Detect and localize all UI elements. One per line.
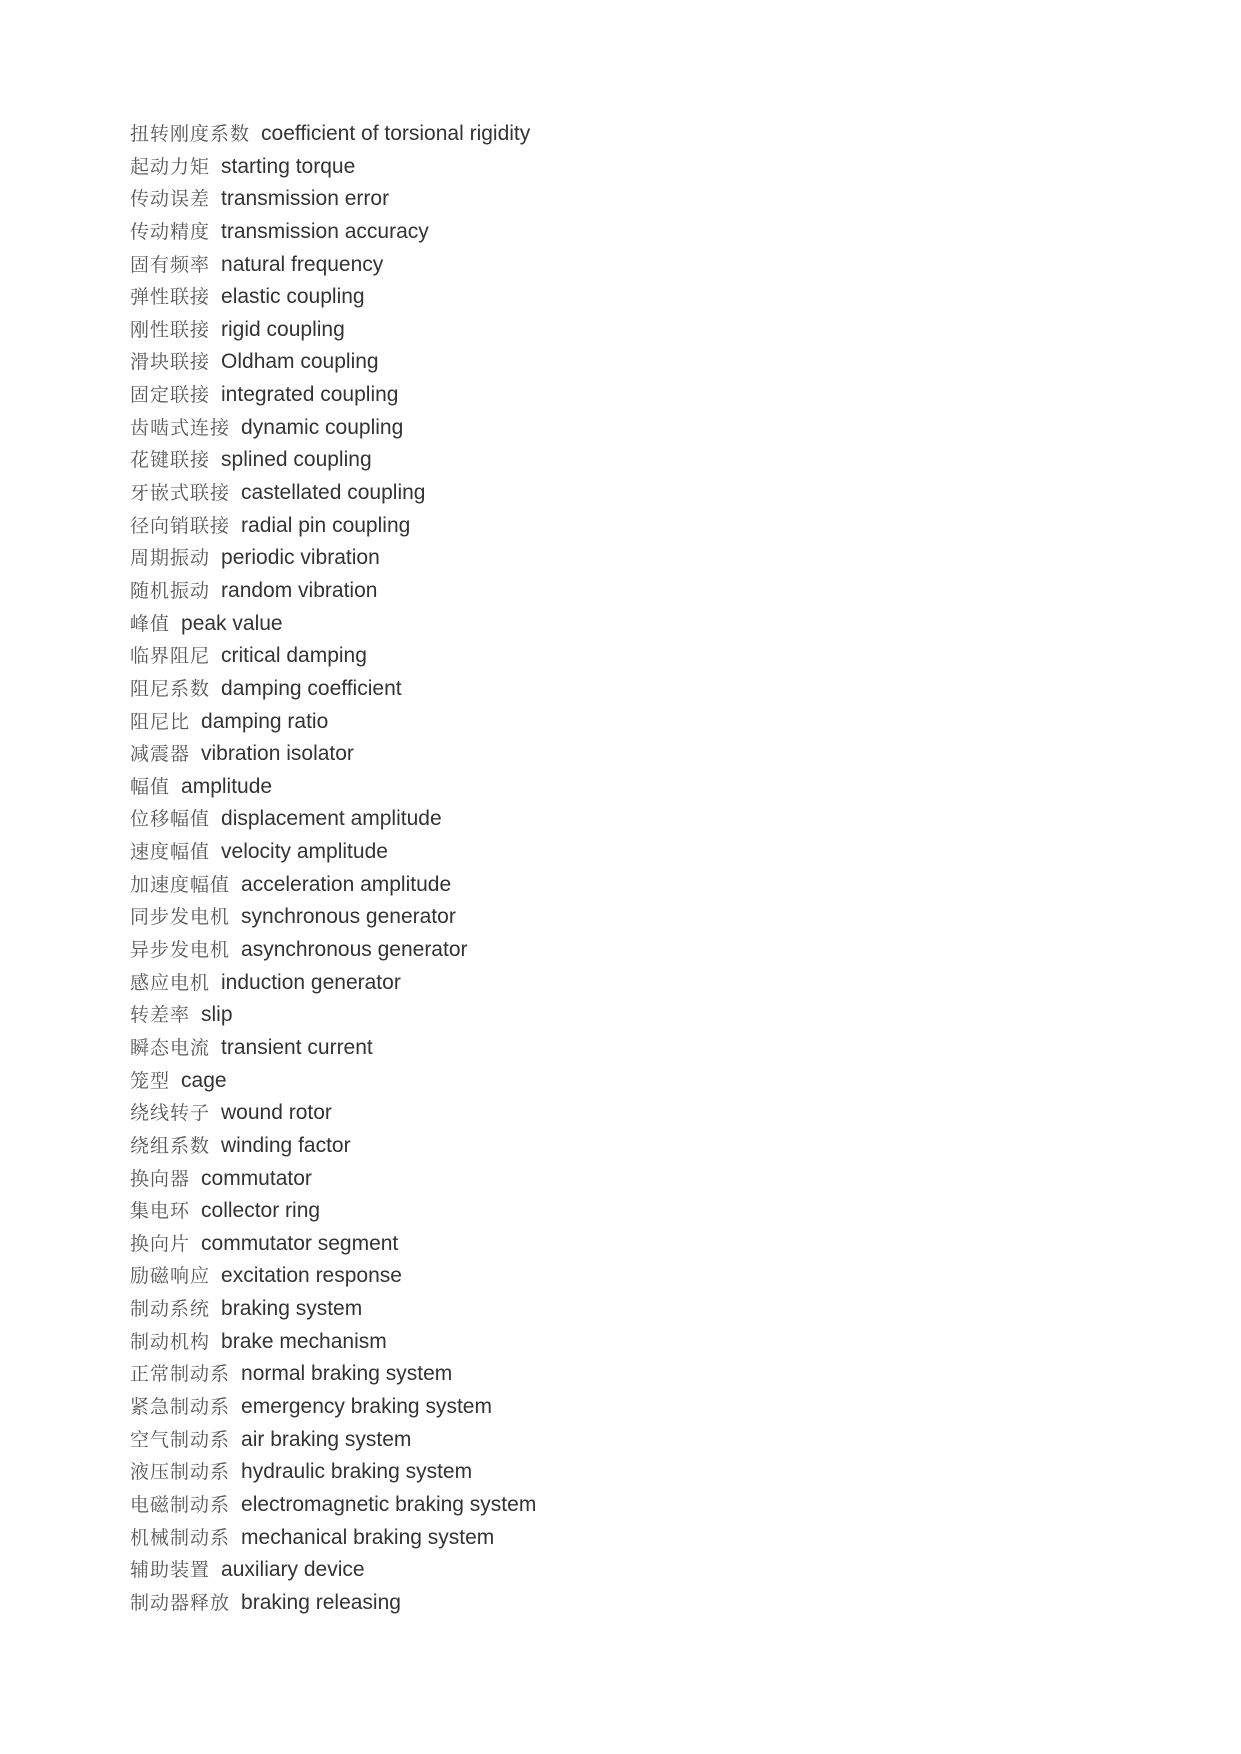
- english-term: critical damping: [221, 644, 367, 668]
- english-term: dynamic coupling: [241, 415, 404, 439]
- chinese-term: 转差率: [130, 1004, 191, 1027]
- chinese-term: 绕线转子: [130, 1102, 211, 1125]
- glossary-entry: [130, 445, 536, 478]
- chinese-term: 换向器: [130, 1167, 191, 1190]
- chinese-term: 花键联接: [130, 449, 211, 472]
- chinese-term: 固有频率: [130, 253, 211, 276]
- glossary-entry: [130, 184, 536, 217]
- chinese-term: 速度幅值: [130, 841, 211, 864]
- english-term: electromagnetic braking system: [241, 1492, 537, 1516]
- glossary-entry: [130, 1196, 536, 1229]
- english-term: transmission error: [221, 187, 390, 211]
- glossary-entry: [130, 1457, 536, 1490]
- english-term: commutator: [201, 1166, 312, 1190]
- english-term: random vibration: [221, 578, 378, 602]
- chinese-term: 滑块联接: [130, 351, 211, 374]
- chinese-term: 减震器: [130, 743, 191, 766]
- glossary-entry: [130, 478, 536, 511]
- glossary-entry: [130, 1098, 536, 1131]
- english-term: amplitude: [181, 774, 273, 798]
- chinese-term: 齿啮式连接: [130, 416, 231, 439]
- english-term: braking releasing: [241, 1590, 401, 1614]
- chinese-term: 刚性联接: [130, 318, 211, 341]
- english-term: emergency braking system: [241, 1394, 492, 1418]
- chinese-term: 液压制动系: [130, 1461, 231, 1484]
- english-term: brake mechanism: [221, 1329, 387, 1353]
- chinese-term: 随机振动: [130, 579, 211, 602]
- glossary-entry: [130, 347, 536, 380]
- chinese-term: 制动系统: [130, 1298, 211, 1321]
- chinese-term: 电磁制动系: [130, 1493, 231, 1516]
- chinese-term: 空气制动系: [130, 1428, 231, 1451]
- glossary-entry: [130, 1000, 536, 1033]
- english-term: hydraulic braking system: [241, 1460, 473, 1484]
- glossary-entry: [130, 1164, 536, 1197]
- english-term: splined coupling: [221, 448, 372, 472]
- glossary-list: [130, 119, 536, 1620]
- chinese-term: 起动力矩: [130, 155, 211, 178]
- english-term: damping ratio: [201, 709, 329, 733]
- glossary-entry: [130, 739, 536, 772]
- glossary-entry: [130, 119, 536, 152]
- english-term: asynchronous generator: [241, 938, 468, 962]
- glossary-entry: [130, 1261, 536, 1294]
- english-term: cage: [181, 1068, 227, 1092]
- english-term: normal braking system: [241, 1362, 453, 1386]
- glossary-entry: [130, 968, 536, 1001]
- english-term: induction generator: [221, 970, 401, 994]
- chinese-term: 峰值: [130, 612, 171, 635]
- glossary-entry: [130, 315, 536, 348]
- chinese-term: 位移幅值: [130, 808, 211, 831]
- glossary-entry: [130, 1294, 536, 1327]
- chinese-term: 牙嵌式联接: [130, 482, 231, 505]
- glossary-entry: [130, 1523, 536, 1556]
- english-term: velocity amplitude: [221, 840, 388, 864]
- english-term: transmission accuracy: [221, 219, 429, 243]
- glossary-entry: [130, 217, 536, 250]
- glossary-entry: [130, 1229, 536, 1262]
- english-term: Oldham coupling: [221, 350, 379, 374]
- english-term: periodic vibration: [221, 546, 380, 570]
- glossary-entry: [130, 250, 536, 283]
- chinese-term: 机械制动系: [130, 1526, 231, 1549]
- english-term: commutator segment: [201, 1231, 399, 1255]
- english-term: winding factor: [221, 1133, 351, 1157]
- glossary-entry: [130, 870, 536, 903]
- english-term: radial pin coupling: [241, 513, 411, 537]
- chinese-term: 绕组系数: [130, 1134, 211, 1157]
- english-term: excitation response: [221, 1264, 402, 1288]
- glossary-entry: [130, 1131, 536, 1164]
- chinese-term: 幅值: [130, 775, 171, 798]
- english-term: mechanical braking system: [241, 1525, 495, 1549]
- chinese-term: 传动精度: [130, 220, 211, 243]
- english-term: natural frequency: [221, 252, 384, 276]
- english-term: elastic coupling: [221, 285, 365, 309]
- chinese-term: 集电环: [130, 1200, 191, 1223]
- chinese-term: 固定联接: [130, 384, 211, 407]
- english-term: starting torque: [221, 154, 356, 178]
- chinese-term: 紧急制动系: [130, 1395, 231, 1418]
- english-term: rigid coupling: [221, 317, 345, 341]
- english-term: peak value: [181, 611, 283, 635]
- chinese-term: 正常制动系: [130, 1363, 231, 1386]
- glossary-entry: [130, 1555, 536, 1588]
- english-term: auxiliary device: [221, 1558, 365, 1582]
- english-term: air braking system: [241, 1427, 412, 1451]
- english-term: damping coefficient: [221, 676, 402, 700]
- chinese-term: 异步发电机: [130, 939, 231, 962]
- chinese-term: 加速度幅值: [130, 873, 231, 896]
- english-term: braking system: [221, 1297, 363, 1321]
- chinese-term: 制动器释放: [130, 1591, 231, 1614]
- glossary-entry: [130, 641, 536, 674]
- chinese-term: 感应电机: [130, 971, 211, 994]
- english-term: acceleration amplitude: [241, 872, 452, 896]
- glossary-entry: [130, 576, 536, 609]
- chinese-term: 瞬态电流: [130, 1036, 211, 1059]
- chinese-term: 辅助装置: [130, 1559, 211, 1582]
- chinese-term: 临界阻尼: [130, 645, 211, 668]
- english-term: synchronous generator: [241, 905, 456, 929]
- chinese-term: 弹性联接: [130, 286, 211, 309]
- english-term: collector ring: [201, 1199, 321, 1223]
- chinese-term: 同步发电机: [130, 906, 231, 929]
- glossary-entry: [130, 1327, 536, 1360]
- glossary-entry: [130, 282, 536, 315]
- chinese-term: 周期振动: [130, 547, 211, 570]
- glossary-entry: [130, 511, 536, 544]
- glossary-entry: [130, 1359, 536, 1392]
- glossary-entry: [130, 1066, 536, 1099]
- glossary-entry: [130, 413, 536, 446]
- glossary-entry: [130, 1392, 536, 1425]
- glossary-entry: [130, 707, 536, 740]
- glossary-entry: [130, 1425, 536, 1458]
- chinese-term: 制动机构: [130, 1330, 211, 1353]
- english-term: wound rotor: [221, 1101, 332, 1125]
- glossary-entry: [130, 837, 536, 870]
- chinese-term: 励磁响应: [130, 1265, 211, 1288]
- english-term: slip: [201, 1003, 233, 1027]
- glossary-entry: [130, 1588, 536, 1621]
- chinese-term: 阻尼系数: [130, 677, 211, 700]
- chinese-term: 扭转刚度系数: [130, 123, 251, 145]
- english-term: displacement amplitude: [221, 807, 442, 831]
- english-term: integrated coupling: [221, 383, 399, 407]
- english-term: coefficient of torsional rigidity: [261, 122, 531, 145]
- chinese-term: 径向销联接: [130, 514, 231, 537]
- glossary-entry: [130, 380, 536, 413]
- glossary-entry: [130, 609, 536, 642]
- glossary-entry: [130, 543, 536, 576]
- chinese-term: 传动误差: [130, 188, 211, 211]
- english-term: vibration isolator: [201, 742, 354, 766]
- glossary-entry: [130, 1490, 536, 1523]
- chinese-term: 阻尼比: [130, 710, 191, 733]
- chinese-term: 笼型: [130, 1069, 171, 1092]
- chinese-term: 换向片: [130, 1232, 191, 1255]
- glossary-entry: [130, 804, 536, 837]
- glossary-entry: [130, 152, 536, 185]
- english-term: transient current: [221, 1035, 373, 1059]
- glossary-entry: [130, 1033, 536, 1066]
- glossary-entry: [130, 772, 536, 805]
- glossary-entry: [130, 674, 536, 707]
- glossary-entry: [130, 902, 536, 935]
- glossary-entry: [130, 935, 536, 968]
- english-term: castellated coupling: [241, 481, 426, 505]
